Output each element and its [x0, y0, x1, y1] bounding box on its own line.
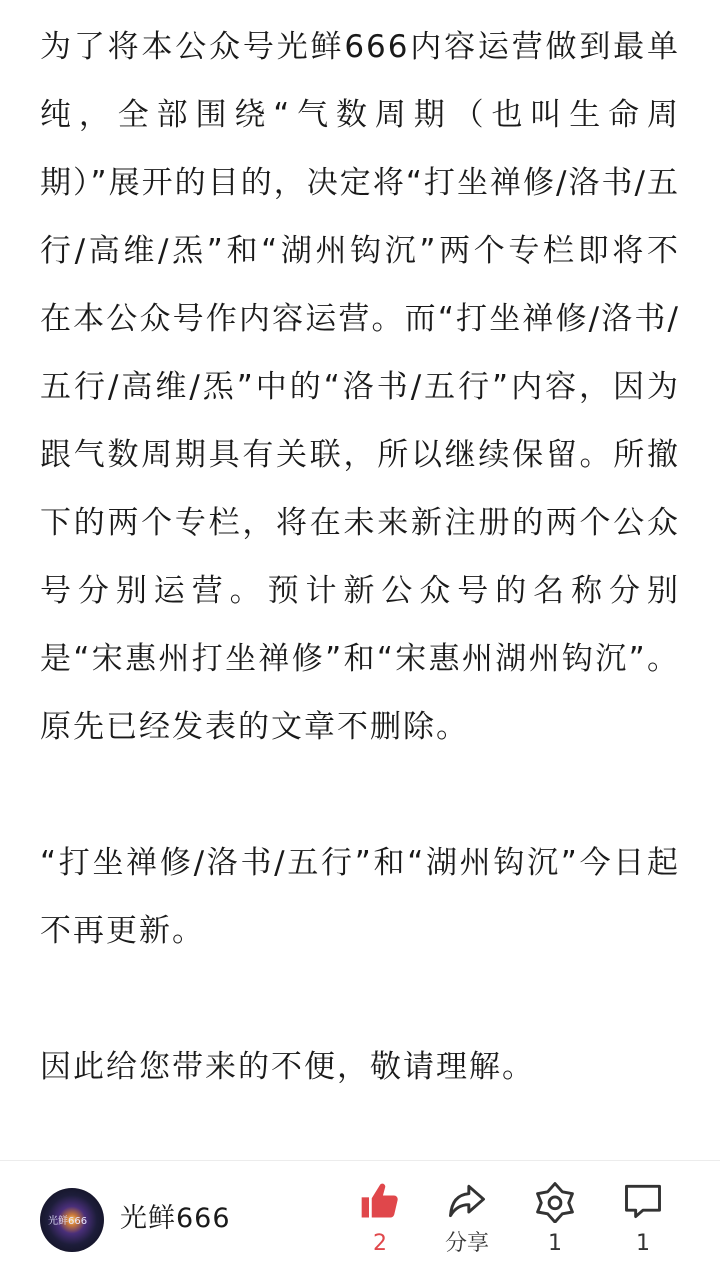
recommend-count: 1	[548, 1231, 562, 1256]
comment-button[interactable]	[603, 1179, 683, 1269]
bottom-action-bar	[0, 1160, 720, 1279]
recommend-button[interactable]	[515, 1179, 595, 1269]
article-paragraph-2: “打坐禅修/洛书/五行”和“湖州钩沉”今日起不再更新。	[40, 845, 680, 949]
like-button[interactable]	[340, 1179, 420, 1269]
share-label: 分享	[444, 1231, 489, 1256]
account-name[interactable]: 光鲜666	[120, 1203, 231, 1234]
comment-bubble-icon	[621, 1179, 665, 1223]
share-arrow-icon	[445, 1179, 489, 1223]
share-button[interactable]	[427, 1179, 507, 1269]
avatar[interactable]	[40, 1188, 104, 1252]
comment-count: 1	[636, 1231, 650, 1256]
article-paragraph-1: 为了将本公众号光鲜666内容运营做到最单纯，全部围绕“气数周期（也叫生命周期）”展开的目的，决定将“打坐禅修/洛书/五行/高维/炁”和“湖州钩沉”两个专栏即将不在本公众号作内容运营。而“打坐禅修/洛书/五行/高维/炁”中的“洛书/五行”内容，因为跟气数周期具有关联，所以继续保留。所撤下的两个专栏，将在未来新注册的两个公众号分别运营。预计新公众号的名称分别是“宋惠州打坐禅修”和“宋惠州湖州钩沉”。原先已经发表的文章不删除。	[40, 29, 680, 745]
like-count: 2	[373, 1231, 387, 1256]
thumbs-up-icon	[358, 1179, 402, 1223]
avatar-label: 光鲜666	[48, 1216, 88, 1227]
flower-icon	[533, 1179, 577, 1223]
article-paragraph-3: 因此给您带来的不便，敬请理解。	[40, 1049, 535, 1085]
